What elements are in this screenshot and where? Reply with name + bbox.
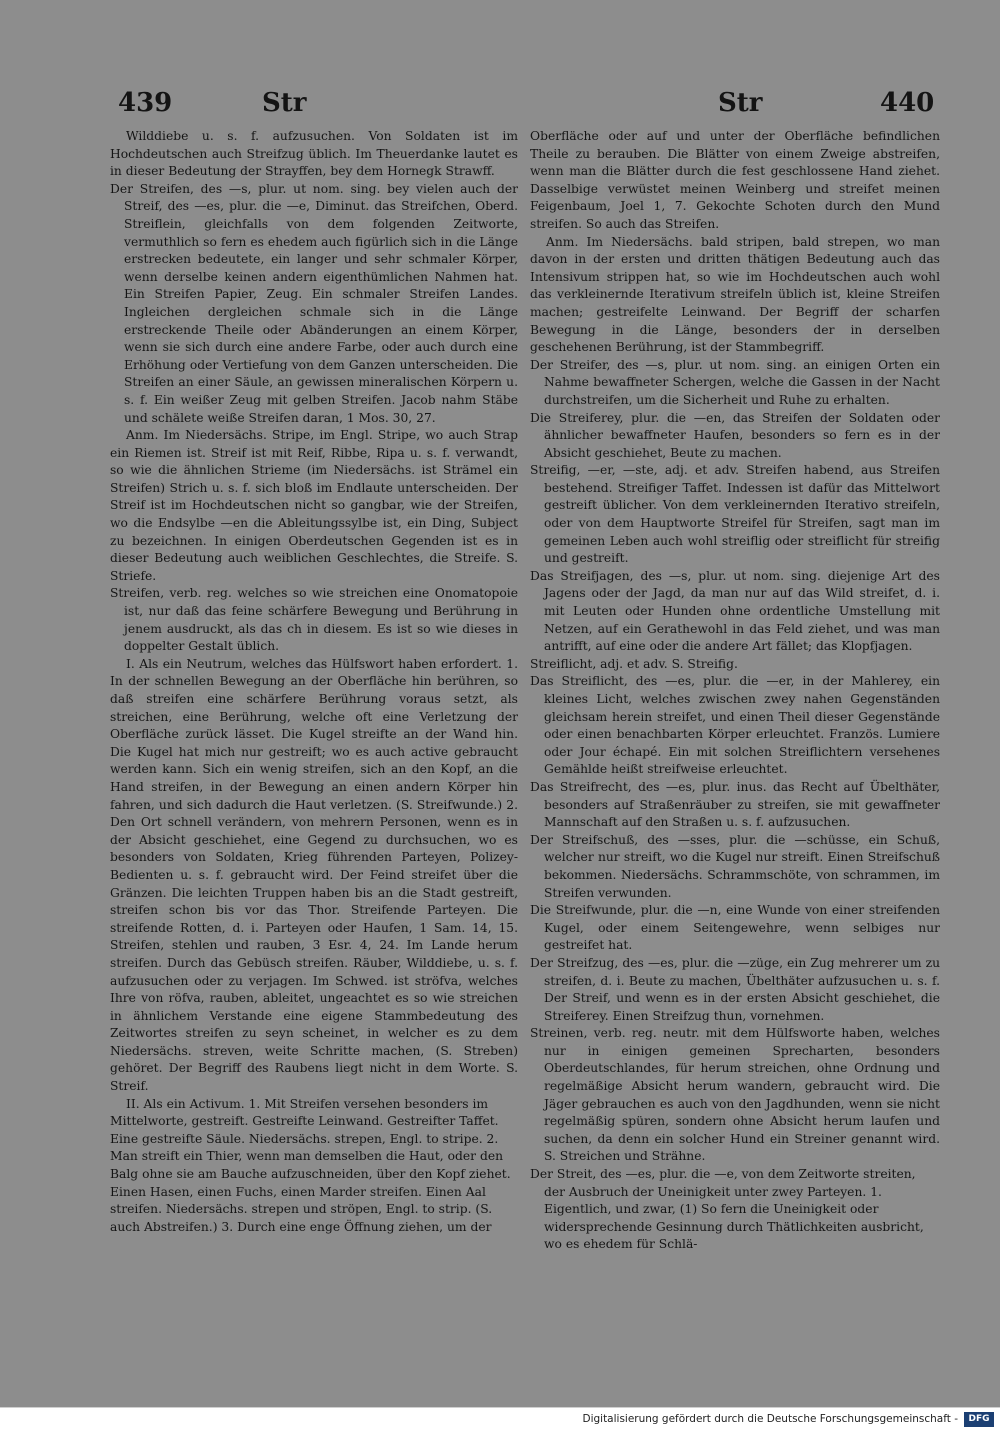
dictionary-entry: Streifen, verb. reg. welches so wie streichen eine Onomatopoie ist, nur daß das feine schärfere Bewegung und Berührung in jenem ausdruckt, als das ch in diesem. Es ist so wie dieses in doppelter Gestalt üblich. [110, 586, 518, 654]
dictionary-entry: Streifig, —er, —ste, adj. et adv. Streifen habend, aus Streifen bestehend. Streifiger Taffet. Indessen ist dafür das Mittelwort gestreift üblicher. Von dem verkleinernden Iterativo streifeln, oder von dem Hauptworte Streifel für Streifen, sagt man im gemeinen Leben auch wohl streiflig oder streiflicht für streifig und gestreift. [530, 463, 940, 566]
dictionary-entry: Der Streifer, des —s, plur. ut nom. sing. an einigen Orten ein Nahme bewaffneter Schergen, welche die Gassen in der Nacht durchstreifen, um die Sicherheit und Ruhe zu erhalten. [530, 357, 940, 407]
dictionary-entry: Streiflicht, adj. et adv. S. Streifig. [530, 656, 738, 671]
dictionary-entry: Der Streifen, des —s, plur. ut nom. sing. bey vielen auch der Streif, des —es, plur. die —e, Diminut. das Streifchen, Oberd. Streiflein, gleichfalls von dem folgenden Zeitworte, vermuthlich so fern es ehedem auch figürlich sich in die Länge erstrecken bedeutete, ein langer und sehr schmaler Körper, wenn derselbe keinen andern eigenthümlichen Nahmen hat. Ein Streifen Papier, Zeug. Ein schmaler Streifen Landes. Ingleichen dergleichen schmale sich in die Länge erstreckende Theile oder Abänderungen an einem Körper, wenn sie sich durch eine andere Farbe, oder auch durch eine Erhöhung oder Vertiefung von dem Ganzen unterscheiden. Die Streifen an einer Säule, an gewissen mineralischen Körpern u. s. f. Ein weißer Zeug mit gelben Streifen. Jacob nahm Stäbe und schälete weiße Streifen daran, 1 Mos. 30, 27. [110, 181, 518, 425]
funding-footer [0, 1407, 1000, 1432]
paragraph: Oberfläche oder auf und unter der Oberfläche befindlichen Theile zu berauben. Die Blätter von einem Zweige abstreifen, wenn man die Blätter durch die fest geschlossene Hand ziehet. Dasselbige verwüstet meinen Weinberg und streifet meinen Feigenbaum, Joel 1, 7. Gekochte Schoten durch den Mund streifen. So auch das Streifen. [530, 129, 940, 231]
dictionary-entry: Das Streifjagen, des —s, plur. ut nom. sing. diejenige Art des Jagens oder der Jagd, da man nur auf das Wild streifet, d. i. mit Leuten oder Hunden ohne ordentliche Umstellung mit Netzen, auf ein Gerathewohl in das Feld ziehet, und was man antrifft, auf eine oder die andere Art fället; das Klopfjagen. [530, 568, 940, 654]
page-number-left: 439 [118, 88, 173, 118]
dfg-logo[interactable]: DFG [964, 1412, 994, 1427]
paragraph: Wilddiebe u. s. f. aufzusuchen. Von Soldaten ist im Hochdeutschen auch Streifzug üblich. Im Theuerdanke lautet es in dieser Bedeutung der Strayffen, bey dem Hornegk Strawff. [110, 129, 518, 179]
catchword-left: Str [262, 88, 307, 118]
dictionary-entry: Das Streiflicht, des —es, plur. die —er, in der Mahlerey, ein kleines Licht, welches zwischen zwey nahen Gegenständen gleichsam herein streifet, und einen Theil dieser Gegenstände oder einen benachbarten Körper erleuchtet. Französ. Lumiere oder Jour échapé. Ein mit solchen Streiflichtern versehenes Gemählde heißt streifweise erleuchtet. [530, 674, 940, 777]
catchword-right: Str [718, 88, 763, 118]
dictionary-entry: Der Streit, des —es, plur. die —e, von dem Zeitworte streiten, der Ausbruch der Uneinigkeit unter zwey Parteyen. 1. Eigentlich, und zwar, (1) So fern die Uneinigkeit oder widersprechende Gesinnung durch Thätlichkeiten ausbricht, wo es ehedem für Schlä- [530, 1167, 924, 1252]
dictionary-entry: Die Streiferey, plur. die —en, das Streifen der Soldaten oder ähnlicher bewaffneter Haufen, besonders so fern es in der Absicht geschiehet, Beute zu machen. [530, 410, 940, 460]
dictionary-entry: Die Streifwunde, plur. die —n, eine Wunde von einer streifenden Kugel, oder einem Seitengewehre, wenn selbiges nur gestreifet hat. [530, 903, 940, 953]
annotation-paragraph: Anm. Im Niedersächs. bald stripen, bald strepen, wo man davon in der ersten und dritten thätigen Bedeutung auch das Intensivum strippen hat, so wie im Hochdeutschen auch wohl das verkleinernde Iterativum streifeln üblich ist, kleine Streifen machen; gestreifelte Leinwand. Der Begriff der scharfen Bewegung in die Länge, besonders der in derselben geschehenen Berührung, ist der Stammbegriff. [530, 234, 940, 355]
paragraph: I. Als ein Neutrum, welches das Hülfswort haben erfordert. 1. In der schnellen Bewegung an der Oberfläche hin berühren, so daß streifen eine schärfere Berührung voraus setzt, als streichen, eine Berührung, welche oft eine Verletzung der Oberfläche zurück lässet. Die Kugel streifte an der Wand hin. Die Kugel hat mich nur gestreift; wo es auch active gebraucht werden kann. Sich ein wenig streifen, sich an den Kopf, an die Hand streifen, in der Bewegung an einen andern Körper hin fahren, und sich dadurch die Haut verletzen. (S. Streifwunde.) 2. Den Ort schnell verändern, von mehrern Personen, wenn es in der Absicht geschiehet, eine Gegend zu durchsuchen, wo es besonders von Soldaten, Krieg führenden Parteyen, Polizey-Bedienten u. s. f. gebraucht wird. Der Feind streifet über die Gränzen. Die leichten Truppen haben bis an die Stadt gestreift, streifen schon bis vor das Thor. Streifende Parteyen. Die streifende Rotten, d. i. Parteyen oder Haufen, 1 Sam. 14, 15. Streifen, stehlen und rauben, 3 Esr. 4, 24. Im Lande herum streifen. Durch das Gebüsch streifen. Räuber, Wilddiebe, u. s. f. aufzusuchen oder zu verjagen. Im Schwed. ist ströfva, welches Ihre von röfva, rauben, ableitet, ungeachtet es so wie streichen in ähnlichem Verstande eine eigene Stammbedeutung des Zeitwortes streifen zu seyn scheinet, in welcher es zu dem Niedersächs. streven, weite Schritte machen, (S. Streben) gehöret. Der Begriff des Raubens liegt nicht in dem Worte. S. Streif. [110, 656, 518, 1094]
dictionary-entry: Der Streifschuß, des —sses, plur. die —schüsse, ein Schuß, welcher nur streift, wo die Kugel nur streift. Einen Streifschuß bekommen. Niedersächs. Schrammschöte, von schrammen, im Streifen verwunden. [530, 832, 940, 900]
page-header [0, 88, 1000, 128]
dictionary-entry: Streinen, verb. reg. neutr. mit dem Hülfsworte haben, welches nur in einigen gemeinen Sprecharten, besonders Oberdeutschlandes, für herum streichen, ohne Ordnung und regelmäßige Absicht herum wandern, gebraucht wird. Die Jäger gebrauchen es auch von den Jagdhunden, wenn sie nicht regelmäßig spüren, sondern ohne Absicht herum laufen und suchen, da denn ein solcher Hund ein Streiner genannt wird. S. Streichen und Strähne. [530, 1026, 940, 1164]
annotation-paragraph: Anm. Im Niedersächs. Stripe, im Engl. Stripe, wo auch Strap ein Riemen ist. Streif ist mit Reif, Ribbe, Ripa u. s. f. verwandt, so wie die ähnlichen Strieme (im Niedersächs. ist Strämel ein Streifen) Strich u. s. f. sich bloß im Endlaute unterscheiden. Der Streif ist im Hochdeutschen nicht so gangbar, wie der Streifen, wo die Endsylbe —en die Ableitungssylbe ist, ein Ding, Subject zu bezeichnen. In einigen Oberdeutschen Gegenden ist es in dieser Bedeutung auch weiblichen Geschlechtes, die Streife. S. Striefe. [110, 428, 518, 583]
page-number-right: 440 [880, 88, 935, 118]
paragraph: II. Als ein Activum. 1. Mit Streifen versehen besonders im Mittelworte, gestreift. Gestreifte Leinwand. Gestreifter Taffet. Eine gestreifte Säule. Niedersächs. strepen, Engl. to stripe. 2. Man streift ein Thier, wenn man demselben die Haut, oder den Balg ohne sie am Bauche aufzuschneiden, über den Kopf ziehet. Einen Hasen, einen Fuchs, einen Marder streifen. Einen Aal streifen. Niedersächs. strepen und ströpen, Engl. to strip. (S. auch Abstreifen.) 3. Durch eine enge Öffnung ziehen, um der [110, 1096, 511, 1234]
left-column [110, 128, 518, 1236]
dictionary-entry: Der Streifzug, des —es, plur. die —züge, ein Zug mehrerer um zu streifen, d. i. Beute zu machen, Übelthäter aufzusuchen u. s. f. Der Streif, und wenn es in der ersten Absicht geschiehet, die Streiferey. Einen Streifzug thun, vornehmen. [530, 955, 940, 1023]
right-column [530, 128, 940, 1254]
footer-text: Digitalisierung gefördert durch die Deutsche Forschungsgemeinschaft - [582, 1413, 958, 1425]
dictionary-entry: Das Streifrecht, des —es, plur. inus. das Recht auf Übelthäter, besonders auf Straßenräuber zu streifen, sie mit gewaffneter Mannschaft auf den Straßen u. s. f. aufzusuchen. [530, 779, 940, 830]
